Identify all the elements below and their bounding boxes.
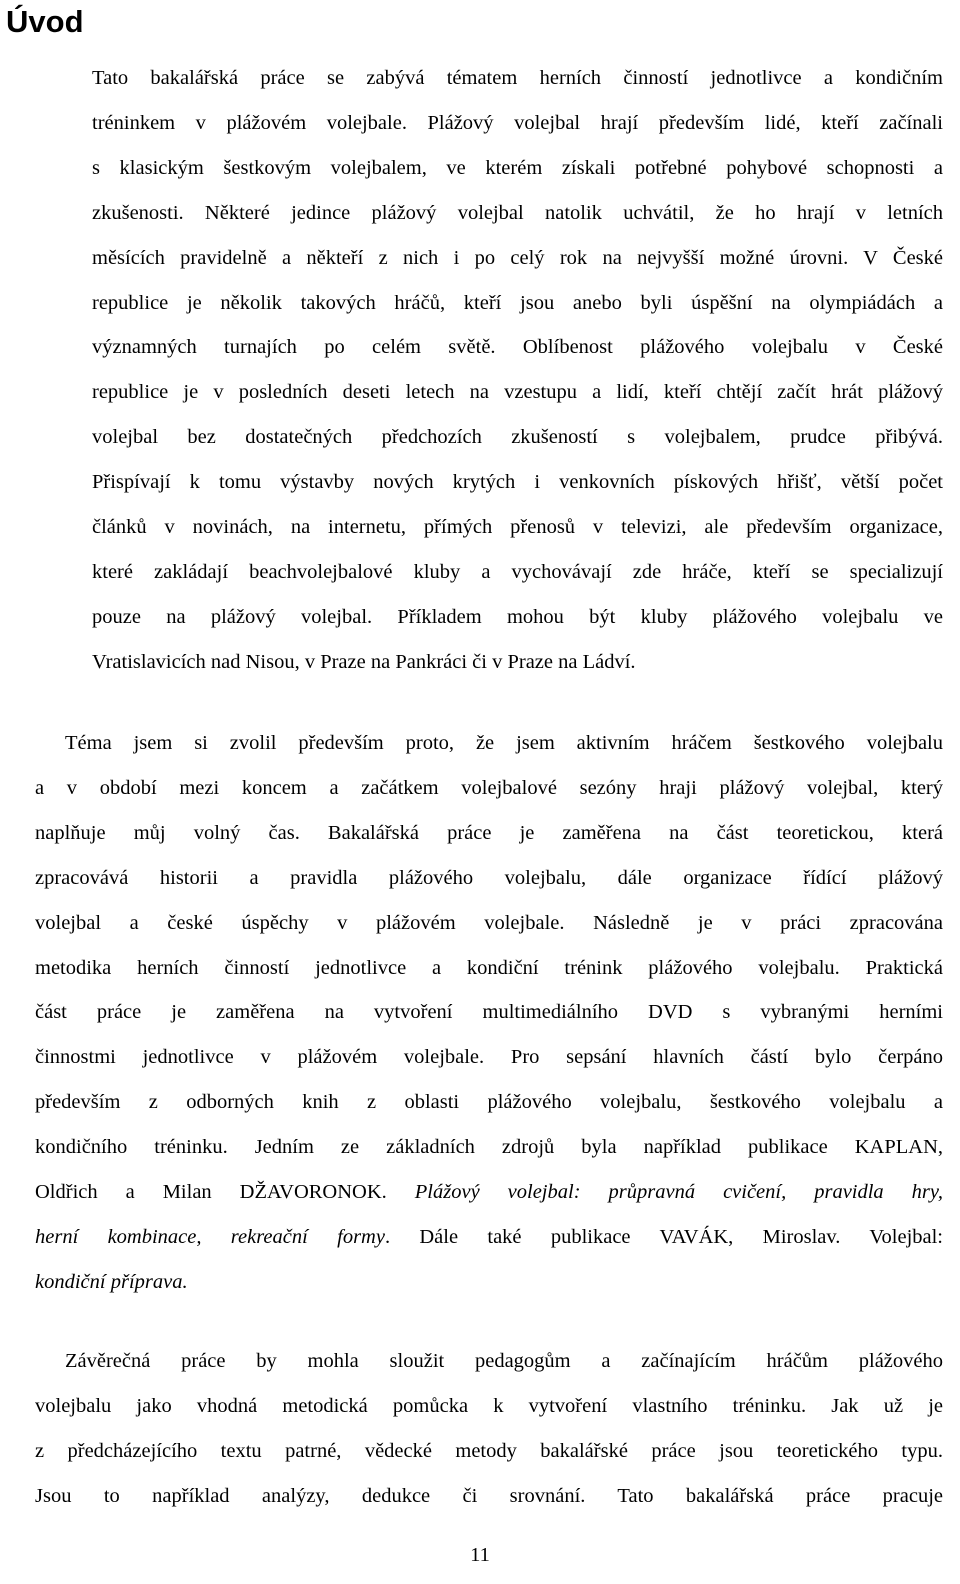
paragraph-line bbox=[5, 1260, 943, 1305]
paragraph-line: článků v novinách, na internetu, přímých přenosů v televizi, ale především organizace, bbox=[92, 516, 943, 539]
paragraph-line: metodika herních činností jednotlivce a kondiční trénink plážového volejbalu. Praktická bbox=[35, 956, 943, 979]
book-title: herní kombinace, rekreační formy bbox=[35, 1225, 385, 1248]
paragraph-line: Vratislavicích nad Nisou, v Praze na Pankráci či v Praze na Ládví. bbox=[92, 650, 636, 673]
paragraph-1 bbox=[5, 56, 943, 685]
book-title: Plážový volejbal: průpravná cvičení, pravidla hry, bbox=[414, 1181, 943, 1204]
line-text: . Dále také publikace VAVÁK, Miroslav. Volejbal: bbox=[384, 1225, 943, 1248]
paragraph-line: tréninkem v plážovém volejbale. Plážový volejbal hrají především lidé, kteří začínali bbox=[92, 111, 943, 134]
paragraph-line bbox=[5, 1215, 943, 1260]
paragraph-line: a v období mezi koncem a začátkem volejbalové sezóny hraji plážový volejbal, který bbox=[35, 776, 943, 799]
paragraph-line: naplňuje můj volný čas. Bakalářská práce je zaměřena na část teoretickou, která bbox=[35, 821, 943, 844]
paragraph-line: významných turnajích po celém světě. Oblíbenost plážového volejbalu v České bbox=[92, 336, 943, 359]
paragraph-line: Téma jsem si zvolil především proto, že jsem aktivním hráčem šestkového volejbalu bbox=[65, 732, 943, 754]
paragraph-line: Závěrečná práce by mohla sloužit pedagogům a začínajícím hráčům plážového bbox=[65, 1350, 943, 1372]
paragraph-line: volejbalu jako vhodná metodická pomůcka k vytvoření vlastního tréninku. Jak už je bbox=[35, 1394, 943, 1417]
paragraph-line: zpracovává historii a pravidla plážového volejbalu, dále organizace řídící plážový bbox=[35, 866, 943, 889]
paragraph-line: republice je několik takových hráčů, kteří jsou anebo byli úspěšní na olympiádách a bbox=[92, 291, 943, 314]
paragraph-line: Přispívají k tomu výstavby nových krytých i venkovních pískových hřišť, větší počet bbox=[92, 471, 943, 494]
paragraph-line bbox=[5, 1170, 943, 1215]
book-title: kondiční příprava. bbox=[35, 1270, 188, 1293]
paragraph-line: které zakládají beachvolejbalové kluby a vychovávají zde hráče, kteří se specializují bbox=[92, 560, 943, 583]
paragraph-2 bbox=[5, 721, 943, 1305]
paragraph-line: kondičního tréninku. Jedním ze základních zdrojů byla například publikace KAPLAN, bbox=[35, 1136, 943, 1159]
paragraph-line: volejbal a české úspěchy v plážovém volejbale. Následně je v práci zpracována bbox=[35, 911, 943, 934]
paragraph-line: Tato bakalářská práce se zabývá tématem herních činností jednotlivce a kondičním bbox=[92, 67, 943, 89]
paragraph-line: činnostmi jednotlivce v plážovém volejbale. Pro sepsání hlavních částí bylo čerpáno bbox=[35, 1046, 943, 1069]
paragraph-line: část práce je zaměřena na vytvoření multimediálního DVD s vybranými herními bbox=[35, 1001, 943, 1024]
paragraph-line: pouze na plážový volejbal. Příkladem mohou být kluby plážového volejbalu ve bbox=[92, 605, 943, 628]
page-number: 11 bbox=[470, 1544, 490, 1566]
paragraph-line: měsících pravidelně a někteří z nich i po celý rok na nejvyšší možné úrovni. V České bbox=[92, 246, 943, 269]
line-text: Oldřich a Milan DŽAVORONOK. bbox=[35, 1181, 415, 1204]
paragraph-line: republice je v posledních deseti letech na vzestupu a lidí, kteří chtějí začít hrát plážový bbox=[92, 381, 943, 404]
paragraph-line: s klasickým šestkovým volejbalem, ve kterém získali potřebné pohybové schopnosti a bbox=[92, 156, 943, 179]
paragraph-line: z předcházejícího textu patrné, vědecké metody bakalářské práce jsou teoretického typu. bbox=[35, 1439, 943, 1462]
paragraph-line: především z odborných knih z oblasti plážového volejbalu, šestkového volejbalu a bbox=[35, 1091, 943, 1114]
paragraph-line: zkušenosti. Některé jedince plážový volejbal natolik uchvátil, že ho hrají v letních bbox=[92, 201, 943, 224]
paragraph-line: Jsou to například analýzy, dedukce či srovnání. Tato bakalářská práce pracuje bbox=[35, 1484, 943, 1507]
section-heading: Úvod bbox=[6, 4, 84, 39]
paragraph-3 bbox=[5, 1339, 943, 1519]
paragraph-line: volejbal bez dostatečných předchozích zkušeností s volejbalem, prudce přibývá. bbox=[92, 426, 943, 449]
